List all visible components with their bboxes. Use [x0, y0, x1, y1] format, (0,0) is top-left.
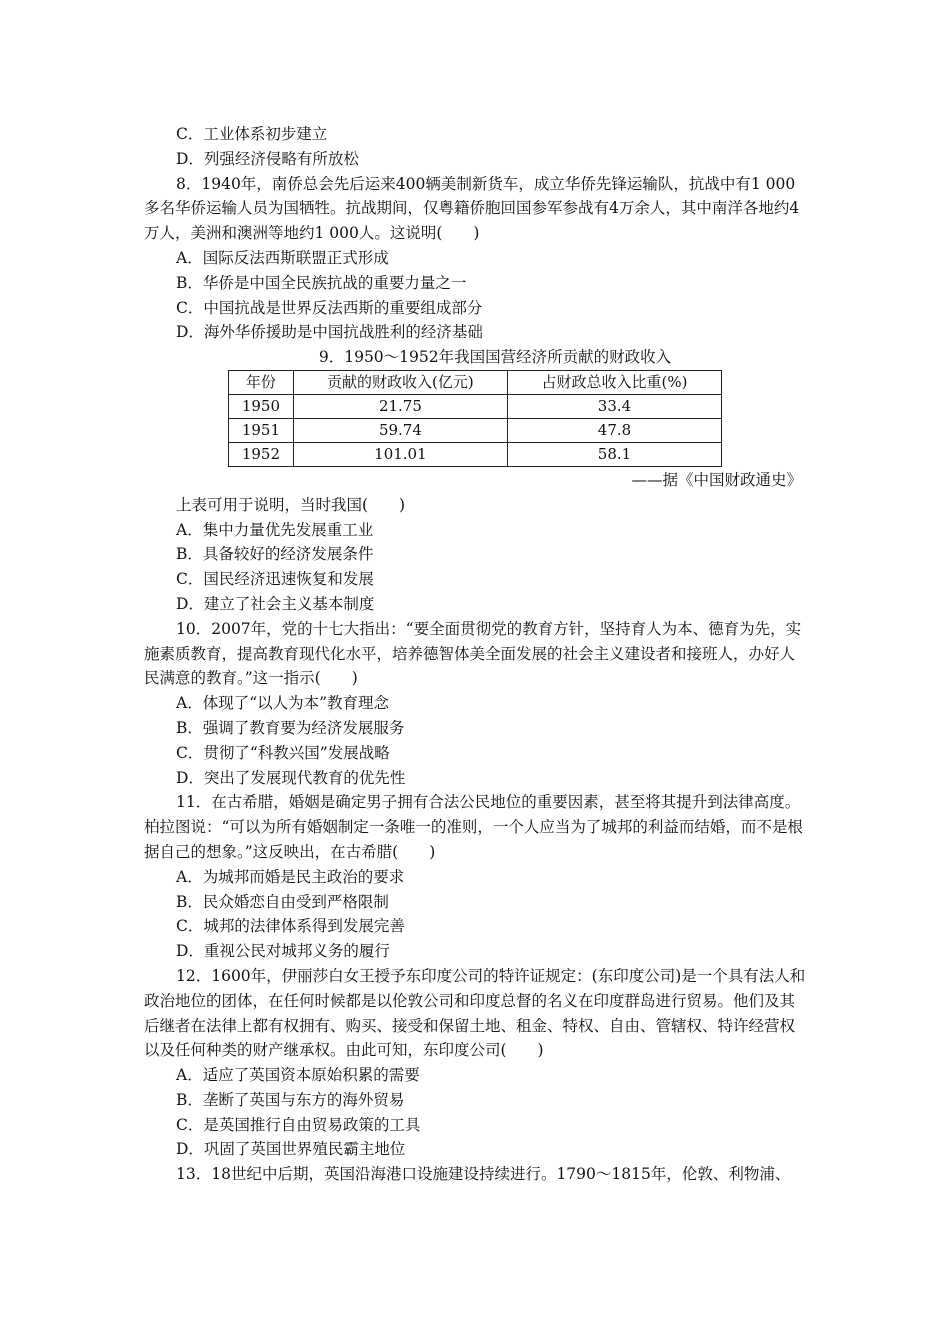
q11-option-b: B．民众婚恋自由受到严格限制	[176, 892, 389, 911]
table-header-cell: 占财政总收入比重(%)	[507, 370, 721, 394]
q10-option-b: B．强调了教育要为经济发展服务	[176, 718, 405, 737]
q10-option-a: A．体现了“以人为本”教育理念	[176, 694, 390, 713]
q11-stem: 11．在古希腊，婚姻是确定男子拥有合法公民地位的重要因素，甚至将其提升到法律高度。柏拉图说：“可以为所有婚姻制定一条唯一的准则，一个人应当为了城邦的利益而结婚，而不是根据自己的想象。”这反映出，在古希腊( )	[144, 793, 803, 861]
q12-option-d: D．巩固了英国世界殖民霸主地位	[176, 1140, 406, 1159]
q12-option-a: A．适应了英国资本原始积累的需要	[176, 1066, 420, 1085]
table-cell: 1952	[229, 442, 294, 466]
q12-stem: 12．1600年，伊丽莎白女王授予东印度公司的特许证规定：(东印度公司)是一个具有法人和政治地位的团体，在任何时候都是以伦敦公司和印度总督的名义在印度群岛进行贸易。他们及其后继者在法律上都有权拥有、购买、接受和保留土地、租金、特权、自由、管辖权、特许经营权以及任何种类的财产继承权。由此可知，东印度公司( )	[144, 966, 806, 1060]
q8-option-b: B．华侨是中国全民族抗战的重要力量之一	[176, 273, 467, 292]
table-header-cell: 贡献的财政收入(亿元)	[293, 370, 507, 394]
q9-source-note: ——据《中国财政通史》	[631, 470, 802, 489]
q11-option-a: A．为城邦而婚是民主政治的要求	[176, 867, 405, 886]
q9-option-a: A．集中力量优先发展重工业	[176, 520, 374, 539]
q7-option-c: C．工业体系初步建立	[176, 125, 328, 143]
table-row	[229, 418, 722, 442]
q8-option-c: C．中国抗战是世界反法西斯的重要组成部分	[176, 298, 483, 317]
table-cell: 1950	[229, 394, 294, 418]
q9-stem: 上表可用于说明，当时我国( )	[176, 495, 406, 514]
q8-stem: 8．1940年，南侨总会先后运来400辆美制新货车，成立华侨先锋运输队，抗战中有1 000多名华侨运输人员为国牺牲。抗战期间，仅粤籍侨胞回国参军参战有4万余人，其中南洋各地约4万人，美洲和澳洲等地约1 000人。这说明( )	[144, 174, 800, 243]
table-cell: 47.8	[507, 418, 721, 442]
q12-option-b: B．垄断了英国与东方的海外贸易	[176, 1090, 405, 1109]
q12-option-c: C．是英国推行自由贸易政策的工具	[176, 1115, 421, 1134]
q9-option-c: C．国民经济迅速恢复和发展	[176, 570, 374, 589]
q10-option-c: C．贯彻了“科教兴国”发展战略	[176, 743, 390, 762]
table-header-cell: 年份	[229, 370, 294, 394]
table-cell: 58.1	[507, 442, 721, 466]
table-header-row	[229, 370, 722, 394]
q9-option-b: B．具备较好的经济发展条件	[176, 545, 374, 564]
q10-stem: 10．2007年，党的十七大指出：“要全面贯彻党的教育方针，坚持育人为本、德育为先，实施素质教育，提高教育现代化水平，培养德智体美全面发展的社会主义建设者和接班人，办好人民满意的教育。”这一指示( )	[144, 619, 802, 688]
table-row	[229, 394, 722, 418]
table-row	[229, 442, 722, 466]
q11-option-c: C．城邦的法律体系得到发展完善	[176, 917, 405, 936]
q13-stem: 13．18世纪中后期，英国沿海港口设施建设持续进行。1790～1815年，伦敦、利物浦、	[176, 1165, 791, 1184]
q9-table	[228, 370, 722, 467]
table-cell: 21.75	[293, 394, 507, 418]
q7-option-d: D．列强经济侵略有所放松	[176, 149, 359, 168]
table-cell: 33.4	[507, 394, 721, 418]
table-cell: 1951	[229, 418, 294, 442]
table-cell: 59.74	[293, 418, 507, 442]
q9-option-d: D．建立了社会主义基本制度	[176, 594, 375, 613]
q9-table-caption: 9．1950～1952年我国国营经济所贡献的财政收入	[318, 348, 672, 367]
table-cell: 101.01	[293, 442, 507, 466]
q11-option-d: D．重视公民对城邦义务的履行	[176, 942, 390, 961]
q8-option-a: A．国际反法西斯联盟正式形成	[176, 248, 389, 267]
q10-option-d: D．突出了发展现代教育的优先性	[176, 768, 406, 787]
q8-option-d: D．海外华侨援助是中国抗战胜利的经济基础	[176, 323, 483, 342]
exam-page	[144, 122, 806, 1187]
